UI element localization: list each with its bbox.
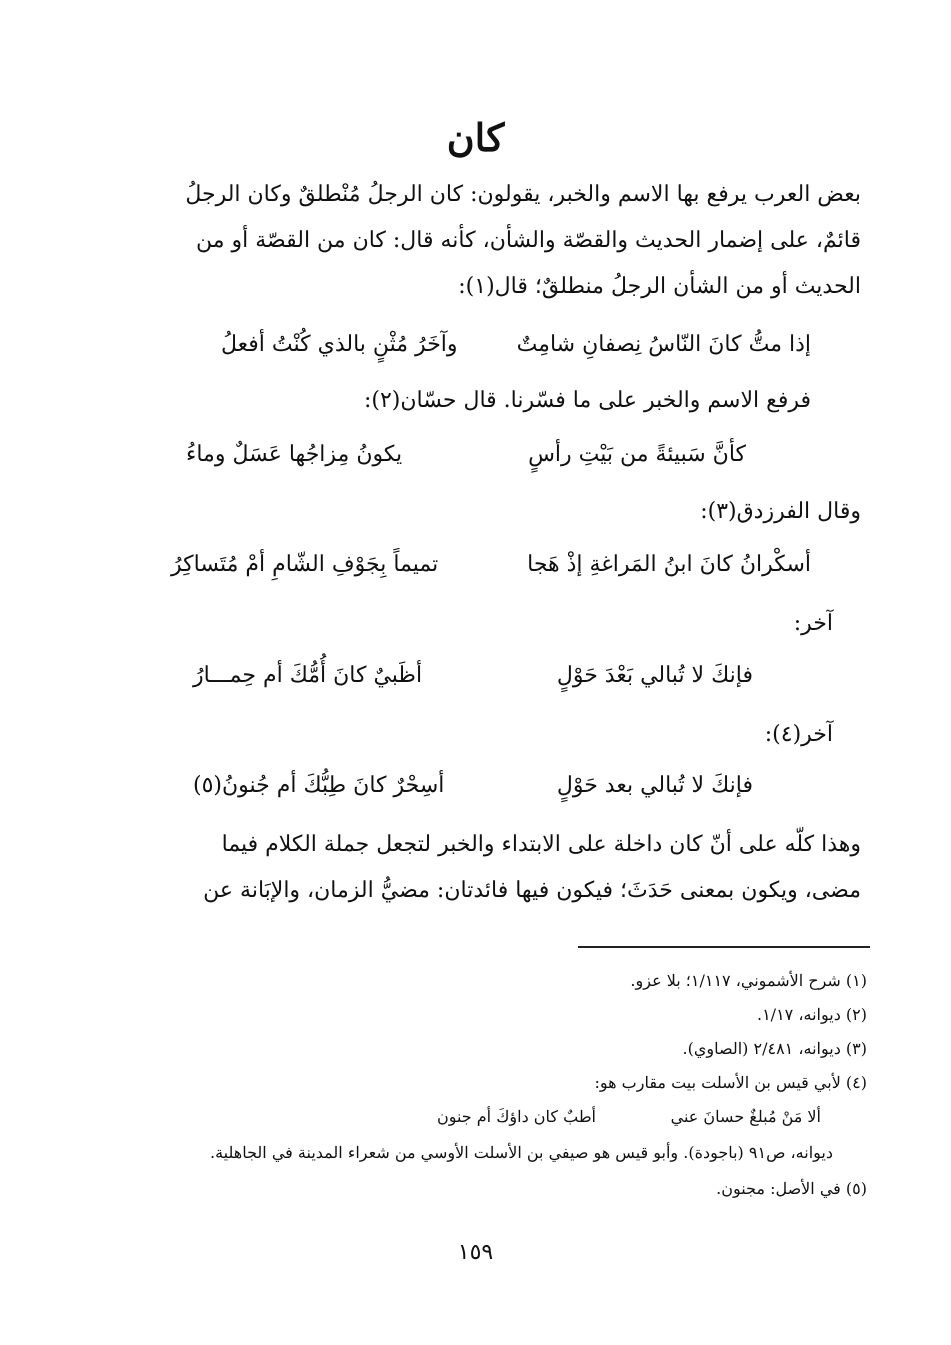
paragraph-2 bbox=[131, 822, 861, 914]
verse-second-hemistich: وآخَرُ مُثْنٍ بالذي كُنْتُ أفعلُ bbox=[221, 332, 458, 357]
verse-second-hemistich: تميماً بِجَوْفِ الشّامِ أمْ مُتَساكِرُ bbox=[171, 552, 439, 577]
verse-3 bbox=[171, 545, 811, 585]
paragraph-line: الحديث أو من الشأن الرجلُ منطلقٌ؛ قال(١): bbox=[458, 274, 861, 299]
footnote-4-note: ديوانه، ص٩١ (باجودة). وأبو قيس هو صيفي بن الأسلت الأوسي من شعراء المدينة في الجاهلية. bbox=[210, 1143, 833, 1162]
footnote-4-verse-first: ألا مَنْ مُبلغٌ حسانَ عني bbox=[670, 1107, 821, 1126]
paragraph-line: فرفع الاسم والخبر على ما فسّرنا. قال حسّان(٢): bbox=[363, 388, 811, 413]
footnote-4-verse-second: أطبٌ كان داؤكَ أم جنون bbox=[436, 1107, 596, 1126]
verse-first-hemistich: أسكْرانُ كانَ ابنُ المَراغةِ إذْ هَجا bbox=[527, 552, 811, 577]
verse-2 bbox=[186, 435, 746, 475]
footnote-4: (٤) لأبي قيس بن الأسلت بيت مقارب هو: bbox=[594, 1073, 867, 1092]
paragraph-line: وهذا كلّه على أنّ كان داخلة على الابتداء والخبر لتجعل جملة الكلام فيما bbox=[221, 832, 861, 857]
verse-first-hemistich: فإنكَ لا تُبالي بعد حَوْلٍ bbox=[556, 773, 753, 798]
verse-second-hemistich: أظَبيٌ كانَ أُمُّكَ أم حِمـــارُ bbox=[193, 663, 423, 688]
paragraph-line: قائمٌ، على إضمار الحديث والقصّة والشأن، كأنه قال: كان من القصّة أو من bbox=[195, 228, 861, 253]
footnote-5: (٥) في الأصل: مجنون. bbox=[716, 1179, 867, 1198]
page-title: كان bbox=[446, 115, 505, 160]
verse-intro: آخر: bbox=[793, 611, 833, 636]
footnote-separator bbox=[578, 946, 870, 948]
verse-second-hemistich: أسِحْرٌ كانَ طِبُّكَ أم جُنونُ(٥) bbox=[193, 773, 445, 798]
paragraph-line: بعض العرب يرفع بها الاسم والخبر، يقولون: كان الرجلُ مُنْطلقٌ وكان الرجلُ bbox=[185, 182, 861, 207]
verse-intro: آخر(٤): bbox=[764, 722, 833, 747]
verse-first-hemistich: فإنكَ لا تُبالي بَعْدَ حَوْلٍ bbox=[556, 663, 753, 688]
verse-intro: وقال الفرزدق(٣): bbox=[700, 499, 861, 524]
page-number: ١٥٩ bbox=[457, 1240, 494, 1265]
verse-first-hemistich: إذا متُّ كانَ النّاسُ نِصفانِ شامِتٌ bbox=[516, 332, 811, 357]
verse-second-hemistich: يكونُ مِزاجُها عَسَلٌ وماءُ bbox=[186, 442, 403, 467]
footnote-2: (٢) ديوانه، ١/١٧. bbox=[756, 1005, 867, 1024]
footnote-1: (١) شرح الأشموني، ١/١١٧؛ بلا عزو. bbox=[630, 971, 867, 990]
verse-5 bbox=[193, 766, 753, 806]
paragraph-line: مضى، ويكون بمعنى حَدَثَ؛ فيكون فيها فائدتان: مضيُّ الزمان، والإبَانة عن bbox=[203, 878, 861, 903]
verse-first-hemistich: كأنَّ سَبيئةً من بَيْتِ رأسٍ bbox=[528, 442, 746, 467]
paragraph-1 bbox=[131, 172, 861, 310]
verse-4 bbox=[193, 656, 753, 696]
verse-1 bbox=[171, 325, 811, 365]
footnote-3: (٣) ديوانه، ٢/٤٨١ (الصاوي). bbox=[682, 1039, 867, 1058]
